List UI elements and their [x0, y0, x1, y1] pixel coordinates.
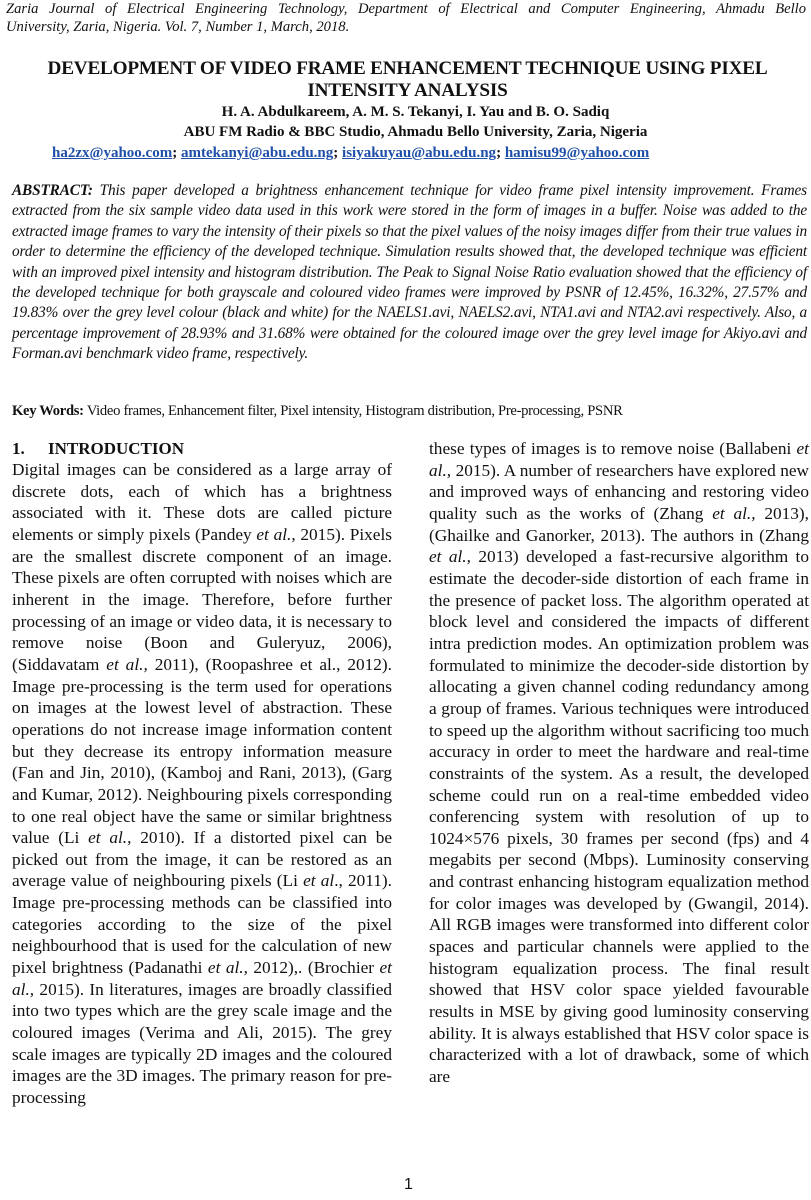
- citation-et-al: et al.,: [207, 958, 248, 978]
- journal-header-line-1: Zaria Journal of Electrical Engineering Technology, Department of Electrical and Computer Engineering, Ahmadu Bello: [6, 1, 806, 17]
- abstract: [12, 181, 807, 365]
- intro-paragraph-right: [429, 438, 809, 1088]
- citation-et-al: et al: [303, 871, 335, 891]
- journal-header-line-2: University, Zaria, Nigeria. Vol. 7, Number 1, March, 2018.: [6, 19, 350, 35]
- body-text: 2011), (Roopashree et al., 2012). Image pre-processing is the term used for operations on images at the lowest level of abstraction. These operations do not increase image information content but they decrease its entropy information measure (Fan and Jin, 2010), (Kamboj and Rani, 2013), (Garg and Kumar, 2012). Neighbouring pixels corresponding to one real object have the same or similar brightness value (Li: [12, 654, 393, 848]
- intro-right-column: [429, 438, 809, 1088]
- citation-et-al: et al.,: [256, 524, 296, 544]
- section-heading-introduction: [12, 438, 392, 459]
- body-text: Digital images can be considered as a large array of discrete dots, each of which has a brightness associated with it. These dots are called picture elements or simply pixels (Pandey: [12, 460, 392, 544]
- journal-header: [6, 0, 806, 36]
- intro-left-column: [12, 438, 392, 1109]
- page-number: 1: [404, 1176, 413, 1193]
- email-link-1[interactable]: ha2zx@yahoo.com: [52, 145, 173, 161]
- body-text: 2015). Pixels are the smallest discrete component of an image. These pixels are often corrupted with noises which are inherent in the image. Therefore, before further processing of an image or video data, it is necessary to remove noise (Boon and Guleryuz, 2006), (Siddavatam: [12, 524, 393, 674]
- body-text: ., 2011). Image pre-processing methods can be classified into categories according to the size of the pixel neighbourhood that is used for the calculation of new pixel brightness (Padanathi: [12, 871, 392, 978]
- author-emails: [52, 143, 649, 163]
- email-separator: ;: [496, 145, 505, 161]
- email-link-2[interactable]: amtekanyi@abu.edu.ng: [180, 145, 334, 161]
- abstract-label: ABSTRACT:: [12, 182, 93, 199]
- section-title: INTRODUCTION: [48, 439, 185, 458]
- paper-title: DEVELOPMENT OF VIDEO FRAME ENHANCEMENT TECHNIQUE USING PIXEL INTENSITY ANALYSIS: [47, 58, 768, 101]
- keywords-label: Key Words:: [12, 403, 84, 419]
- citation-et-al: et al.,: [429, 439, 809, 480]
- body-text: 2010). If a distorted pixel can be picked out from the image, it can be restored as an average value of neighbouring pixels (Li: [12, 828, 393, 891]
- keywords: [12, 401, 807, 421]
- citation-et-al: et al.,: [106, 654, 148, 674]
- paper-affiliation: ABU FM Radio & BBC Studio, Ahmadu Bello University, Zaria, Nigeria: [183, 124, 648, 140]
- email-link-3[interactable]: isiyakuyau@abu.edu.ng: [342, 145, 497, 161]
- email-separator: ;: [333, 145, 343, 161]
- email-separator: ;: [172, 145, 181, 161]
- body-text: 2013), (Ghailke and Ganorker, 2013). The authors in (Zhang: [429, 503, 810, 545]
- paper-authors: H. A. Abdulkareem, A. M. S. Tekanyi, I. Yau and B. O. Sadiq: [221, 104, 610, 120]
- body-text: 2012),. (Brochier: [247, 958, 380, 978]
- citation-et-al: et al.,: [712, 503, 756, 523]
- body-text: 2015). In literatures, images are broadly classified into two types which are the grey scale image and the coloured images (Verima and Ali, 2015). The grey scale images are typically 2D images and the coloured images are the 3D images. The primary reason for pre-processing: [12, 979, 392, 1108]
- email-link-4[interactable]: hamisu99@yahoo.com: [504, 145, 650, 161]
- body-text: these types of images is to remove noise (Ballabeni: [429, 439, 797, 458]
- keywords-text: Video frames, Enhancement filter, Pixel intensity, Histogram distribution, Pre-processing, PSNR: [83, 403, 623, 419]
- abstract-text: This paper developed a brightness enhancement technique for video frame pixel intensity improvement. Frames extracted from the six sample video data used in this work were stored in the form of images in a buffer. Noise was added to the extracted image frames to vary the intensity of their pixels so that the pixel values of the noisy images differ from their true values in order to determine the efficiency of the developed technique. Simulation results showed that, the developed technique was efficient with an improved pixel intensity and histogram distribution. The Peak to Signal Noise Ratio evaluation showed that the efficiency of the developed technique for both grayscale and coloured video frames were improved by PSNR of 12.45%, 16.32%, 27.57% and 19.83% over the grey level colour (black and white) for the NAELS1.avi, NAELS2.avi, NTA1.avi and NTA2.avi respectively. Also, a percentage improvement of 28.93% and 31.68% were obtained for the coloured image over the grey level image for Akiyo.avi and Forman.avi benchmark video frame, respectively.: [12, 182, 807, 363]
- body-text: 2013) developed a fast-recursive algorithm to estimate the decoder-side distortion of each frame in the presence of packet loss. The algorithm operated at block level and considered the impacts of different intra prediction modes. An optimization problem was formulated to minimize the decoder-side distortion by allocating a given channel coding redundancy among a group of frames. Various techniques were introduced to speed up the algorithm without sacrificing too much accuracy in order to meet the hardware and real-time constraints of the system. As a result, the developed scheme could run on a real-time embedded video conferencing system with resolution of up to 1024×576 pixels, 30 frames per second (fps) and 4 megabits per second (Mbps). Luminosity conserving and contrast enhancing histogram equalization method for color images was developed by (Gwangil, 2014). All RGB images were transformed into different color spaces and particular channels were applied to the histogram equalization process. The final result showed that HSV color space yielded favourable results in MSE by giving good luminosity conserving ability. It is always established that HSV color space is characterized with a lot of drawback, some of which are: [429, 547, 810, 1087]
- body-text: 2015). A number of researchers have explored new and improved ways of enhancing and restoring video quality such as the works of (Zhang: [429, 460, 809, 523]
- citation-et-al: et al.,: [88, 828, 132, 848]
- citation-et-al: et al.,: [12, 958, 392, 999]
- citation-et-al: et al.,: [429, 547, 471, 567]
- section-number: 1.: [12, 439, 25, 458]
- intro-paragraph-left: [12, 459, 392, 1109]
